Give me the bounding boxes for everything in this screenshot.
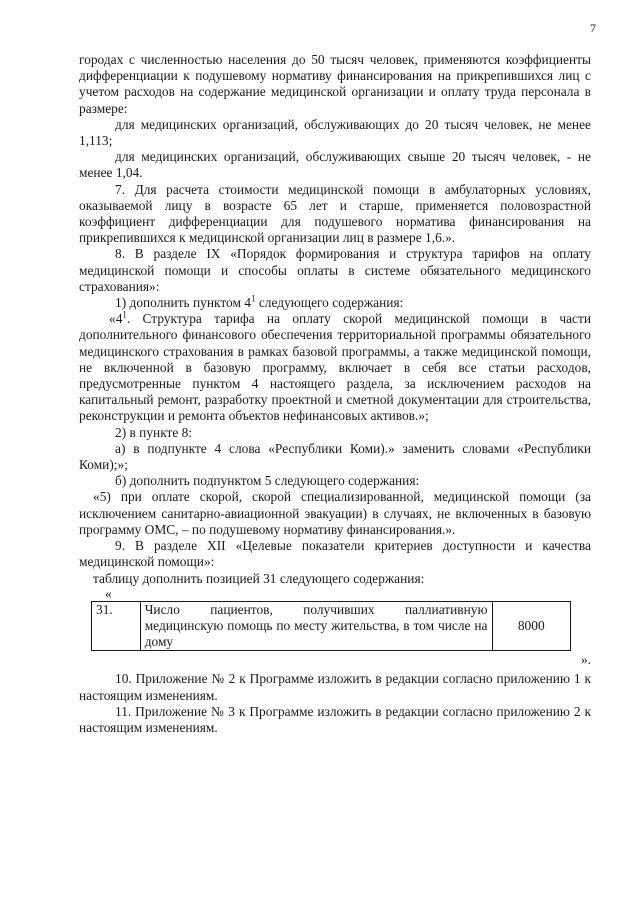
indicator-table bbox=[91, 601, 571, 652]
table-quote-open: « bbox=[105, 585, 112, 601]
paragraph-8-item-2a: а) в подпункте 4 слова «Республики Коми).» заменить словами «Республики Коми);»; bbox=[79, 440, 591, 473]
table-cell-number: 31. bbox=[92, 601, 141, 651]
quote-point-4-1 bbox=[79, 311, 591, 424]
quote-subpoint-5: «5) при оплате скорой, скорой специализированной, медицинской помощи (за исключением санитарно-авиационной эвакуации) в случаях, не включенных в базовую программу ОМС, – по подушевому нормативу финансирования.». bbox=[79, 489, 591, 537]
paragraph-8-item-2b: б) дополнить подпунктом 5 следующего содержания: bbox=[115, 473, 420, 489]
paragraph-9-table-intro: таблицу дополнить позицией 31 следующего содержания: bbox=[93, 570, 425, 586]
paragraph-8-item-1 bbox=[79, 295, 591, 311]
item-up-to-20k: для медицинских организаций, обслуживающих до 20 тысяч человек, не менее 1,113; bbox=[79, 116, 591, 149]
paragraph-7: 7. Для расчета стоимости медицинской помощи в амбулаторных условиях, оказываемой лицу в возрасте 65 лет и старше, применяется половозрастной коэффициент дифференциации для подушевого норматива финансирования на прикрепившихся к медицинской организации лиц в размере 1,6.». bbox=[79, 181, 591, 246]
paragraph-8: 8. В разделе IX «Порядок формирования и структура тарифов на оплату медицинской помощи и способы оплаты в системе обязательного медицинского страхования»: bbox=[79, 246, 591, 294]
item-1-superscript: 1 bbox=[251, 293, 256, 304]
item-1-text-after: следующего содержания: bbox=[255, 295, 404, 311]
paragraph-11: 11. Приложение № 3 к Программе изложить в редакции согласно приложению 2 к настоящим изменениям. bbox=[79, 703, 591, 735]
paragraph-10: 10. Приложение № 2 к Программе изложить в редакции согласно приложению 1 к настоящим изменениям. bbox=[79, 671, 591, 703]
document-body bbox=[79, 52, 591, 736]
table-quote-close: ». bbox=[580, 652, 591, 668]
table-cell-value: 8000 bbox=[492, 601, 571, 651]
paragraph-9: 9. В разделе XII «Целевые показатели критериев доступности и качества медицинской помощи»: bbox=[79, 538, 591, 570]
page-number: 7 bbox=[590, 21, 596, 35]
item-1-text-before: 1) дополнить пунктом 4 bbox=[115, 295, 252, 311]
quote-4-1-superscript: 1 bbox=[122, 309, 127, 320]
quote-4-1-open: «4 bbox=[109, 311, 123, 327]
item-over-20k: для медицинских организаций, обслуживающих свыше 20 тысяч человек, - не менее 1,04. bbox=[79, 149, 591, 181]
quote-4-1-text: . Структура тарифа на оплату скорой медицинской помощи в части дополнительного финансового обеспечения территориальной программы обязательного медицинского страхования в рамках базовой программы, а также медицинской помощи, не включенной в базовую программу, включает в себя все статьи расходов, предусмотренные пунктом 4 настоящего раздела, за исключением расходов на капитальный ремонт, разработку проектной и сметной документации для строительства, реконструкции и ремонта объектов нефинансовых активов.»; bbox=[79, 311, 591, 424]
paragraph-8-item-2: 2) в пункте 8: bbox=[115, 424, 193, 440]
paragraph-continuation: городах с численностью населения до 50 тысяч человек, применяются коэффициенты дифференциации к подушевому нормативу финансирования на прикрепившихся лиц с учетом расходов на содержание медицинской организации и оплату труда персонала в размере: bbox=[79, 52, 591, 116]
table-row bbox=[92, 601, 571, 651]
table-cell-indicator: Число пациентов, получивших паллиативную медицинскую помощь по месту жительства, в том числе на дому bbox=[140, 601, 492, 651]
